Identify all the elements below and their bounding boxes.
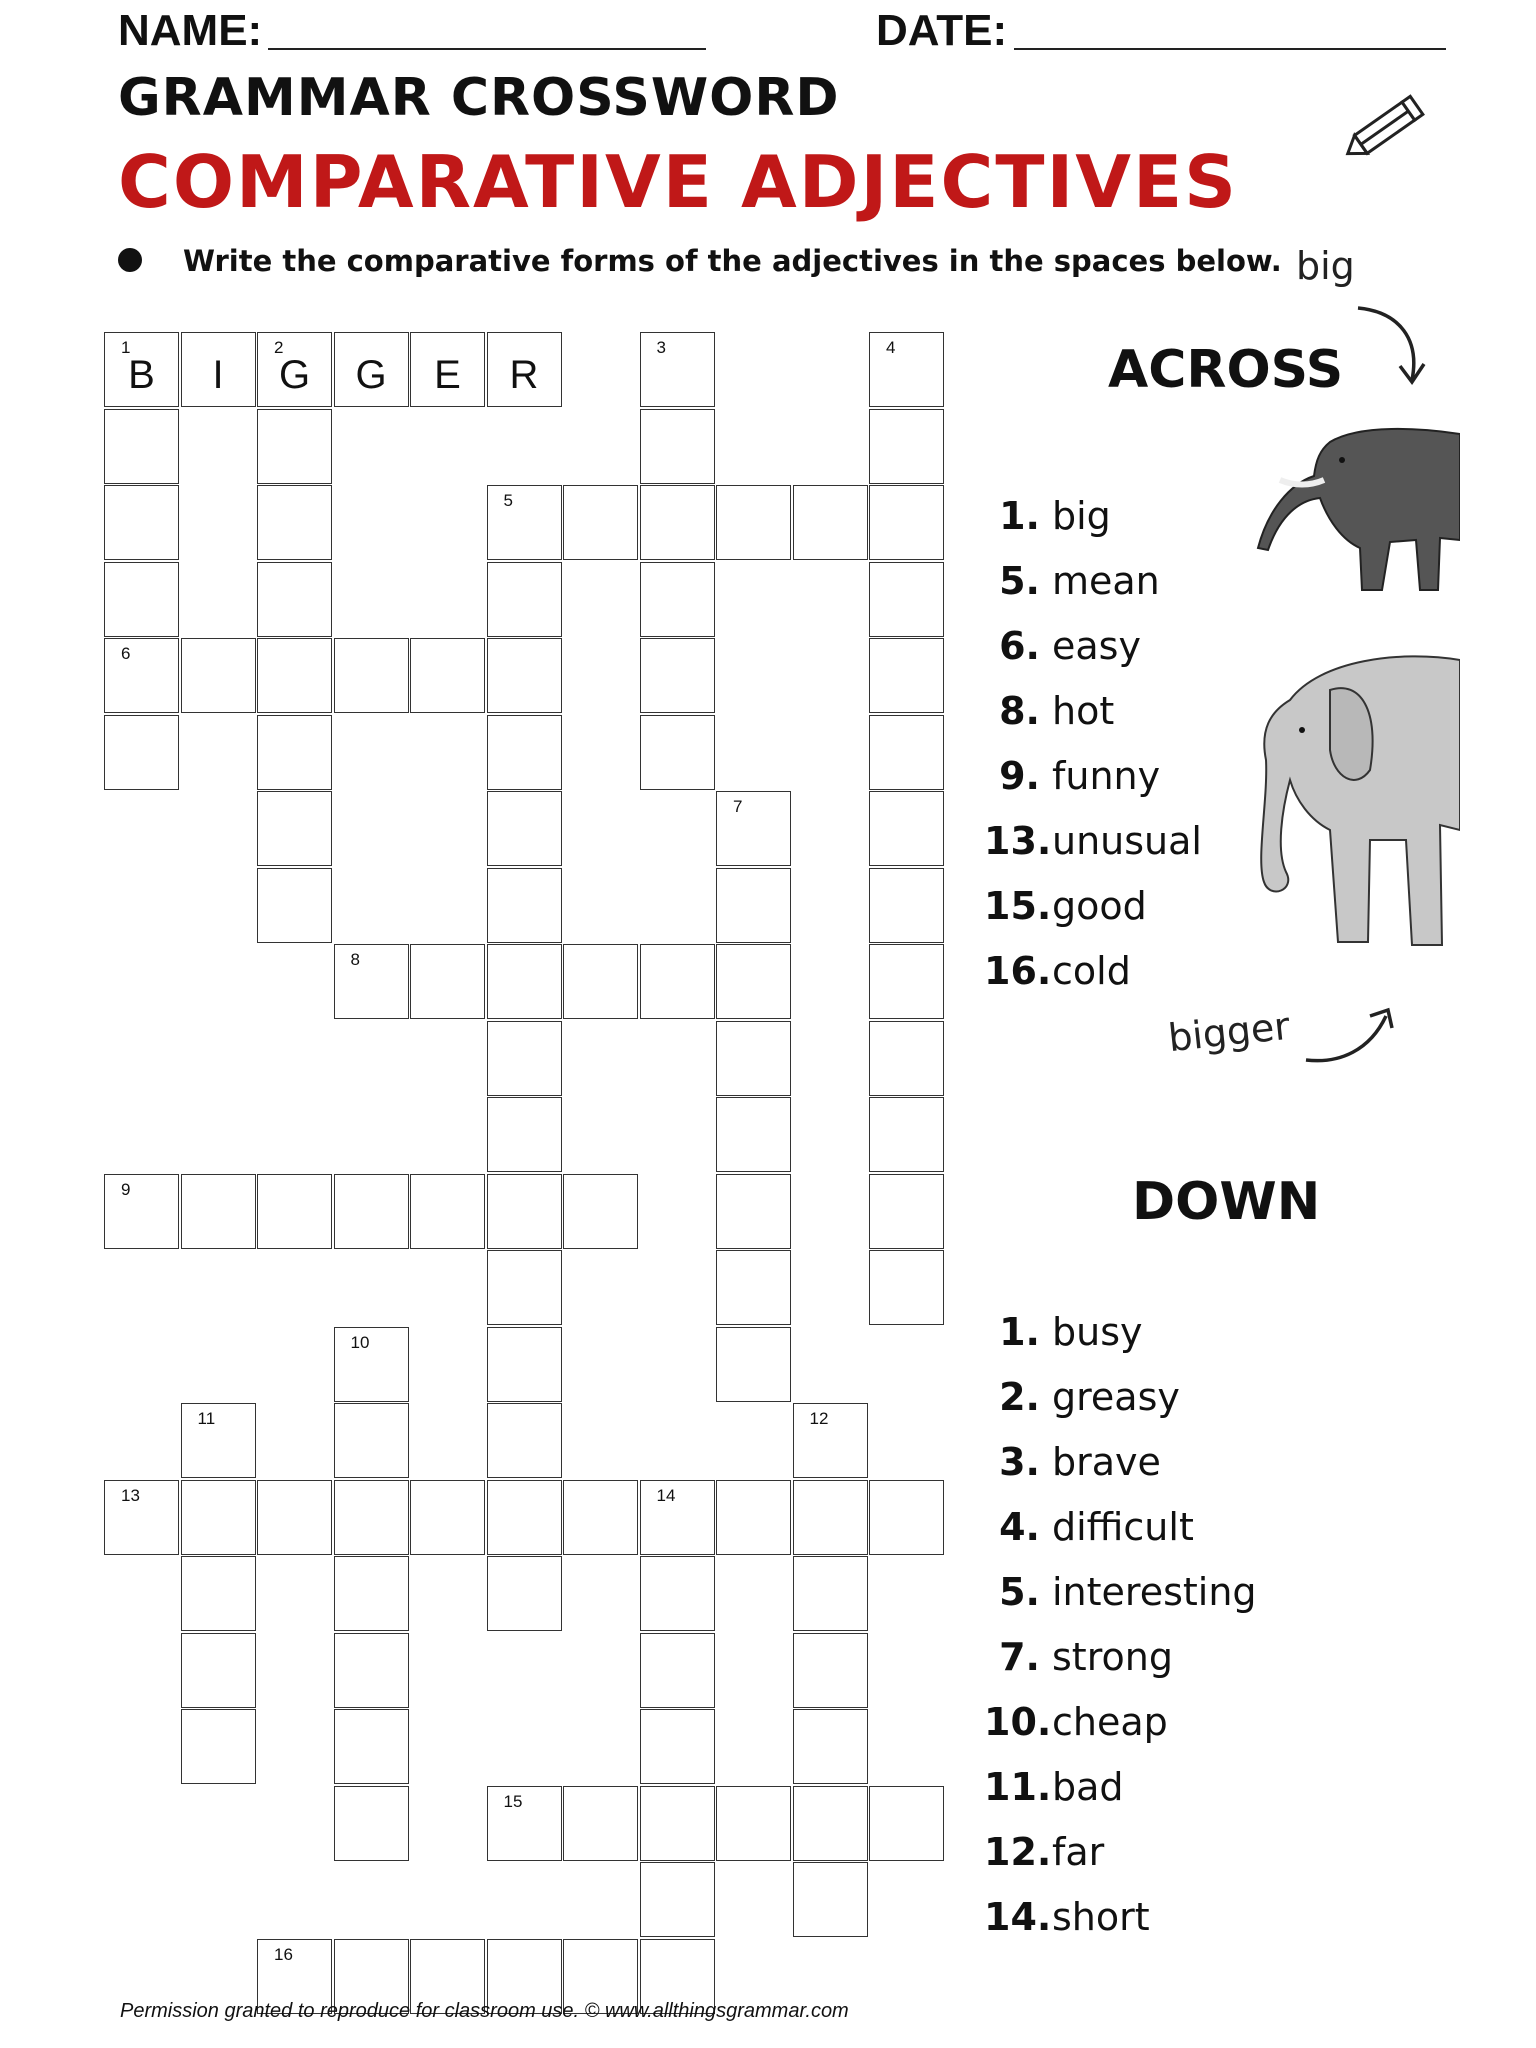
crossword-cell[interactable] [716, 485, 791, 560]
crossword-cell[interactable] [869, 791, 944, 866]
crossword-cell[interactable] [487, 1097, 562, 1172]
clue-word: cheap [1052, 1700, 1168, 1744]
crossword-cell[interactable] [793, 1480, 868, 1555]
clue-number: 12. [984, 1830, 1052, 1874]
crossword-cell[interactable] [869, 944, 944, 1019]
curved-arrow-up-icon [1300, 1000, 1400, 1070]
crossword-cell[interactable] [640, 409, 715, 484]
clue-number: 13. [984, 819, 1052, 863]
across-heading: ACROSS [1108, 340, 1344, 400]
crossword-cell[interactable] [410, 1480, 485, 1555]
crossword-cell[interactable] [487, 485, 562, 560]
crossword-cell[interactable] [181, 1556, 256, 1631]
small-elephant-icon [1250, 420, 1460, 600]
crossword-cell[interactable] [716, 944, 791, 1019]
clue-word: brave [1052, 1440, 1161, 1484]
clue-number: 2 [274, 338, 284, 357]
clue-number: 15 [503, 1791, 523, 1811]
crossword-cell[interactable] [716, 868, 791, 943]
crossword-cell[interactable] [334, 638, 409, 713]
crossword-cell[interactable] [640, 1862, 715, 1937]
clue-number: 4. [999, 1505, 1040, 1549]
crossword-cell[interactable] [716, 1250, 791, 1325]
crossword-cell[interactable] [487, 1786, 562, 1861]
clue-number: 1 [121, 338, 131, 357]
across-clue [984, 884, 1147, 928]
crossword-cell[interactable] [640, 1709, 715, 1784]
crossword-cell[interactable] [181, 638, 256, 713]
clue-number: 16. [984, 949, 1052, 993]
crossword-cell[interactable] [257, 562, 332, 637]
crossword-cell[interactable] [257, 715, 332, 790]
clue-number: 5 [503, 491, 513, 510]
clue-number: 4 [886, 338, 896, 357]
filled-letter: G [355, 353, 387, 397]
crossword-cell[interactable] [716, 1786, 791, 1861]
crossword-cell[interactable] [869, 868, 944, 943]
crossword-cell[interactable] [640, 1786, 715, 1861]
crossword-cell[interactable] [793, 1786, 868, 1861]
crossword-cell[interactable] [563, 944, 638, 1019]
clue-number: 10 [350, 1332, 370, 1352]
crossword-cell[interactable] [563, 1480, 638, 1555]
crossword-cell[interactable] [257, 868, 332, 943]
crossword-cell[interactable] [869, 409, 944, 484]
clue-number: 6 [121, 644, 131, 663]
clue-number: 1. [999, 1310, 1040, 1354]
crossword-cell[interactable] [334, 944, 409, 1019]
crossword-cell[interactable] [257, 409, 332, 484]
crossword-cell[interactable] [487, 1327, 562, 1402]
down-clue [984, 1635, 1173, 1679]
page-subtitle: COMPARATIVE ADJECTIVES [118, 140, 1238, 224]
crossword-cell[interactable] [104, 409, 179, 484]
clue-number: 13 [121, 1485, 140, 1505]
down-clue [984, 1440, 1161, 1484]
clue-word: strong [1052, 1635, 1173, 1679]
crossword-cell[interactable] [334, 1480, 409, 1555]
across-clue [984, 949, 1131, 993]
crossword-cell[interactable] [563, 1174, 638, 1249]
crossword-cell[interactable] [793, 485, 868, 560]
clue-word: mean [1052, 559, 1160, 603]
instruction-text: Write the comparative forms of the adjectives in the spaces below. [183, 244, 1282, 278]
crossword-cell[interactable] [487, 1250, 562, 1325]
down-clue [984, 1310, 1143, 1354]
clue-number: 11 [197, 1409, 216, 1428]
crossword-cell[interactable] [487, 868, 562, 943]
crossword-cell[interactable] [869, 1097, 944, 1172]
clue-number: 14. [984, 1895, 1052, 1939]
clue-number: 11. [984, 1765, 1052, 1809]
crossword-cell[interactable] [334, 1633, 409, 1708]
across-clue [984, 494, 1111, 538]
crossword-cell[interactable] [716, 1097, 791, 1172]
filled-letter: R [509, 353, 539, 397]
crossword-cell[interactable] [869, 1021, 944, 1096]
across-clue [984, 754, 1160, 798]
crossword-cell[interactable] [487, 1174, 562, 1249]
clue-number: 7. [999, 1635, 1040, 1679]
down-clue [984, 1700, 1168, 1744]
crossword-cell[interactable] [334, 1786, 409, 1861]
crossword-cell[interactable] [640, 715, 715, 790]
crossword-cell[interactable] [257, 1174, 332, 1249]
filled-letter: B [128, 353, 155, 397]
crossword-cell[interactable] [487, 1021, 562, 1096]
crossword-cell[interactable] [487, 944, 562, 1019]
crossword-cell[interactable] [869, 1786, 944, 1861]
label-big: big [1296, 244, 1355, 288]
clue-number: 7 [733, 797, 743, 816]
crossword-cell[interactable] [716, 1021, 791, 1096]
clue-word: funny [1052, 754, 1161, 798]
crossword-cell[interactable] [257, 791, 332, 866]
clue-word: unusual [1052, 819, 1202, 863]
across-clue [984, 624, 1141, 668]
crossword-cell[interactable] [104, 1480, 179, 1555]
crossword-cell[interactable] [487, 562, 562, 637]
crossword-cell[interactable] [869, 485, 944, 560]
crossword-cell[interactable] [334, 332, 409, 407]
name-label: NAME: [118, 6, 263, 55]
clue-number: 5. [999, 559, 1040, 603]
across-clue [984, 559, 1160, 603]
crossword-cell[interactable] [716, 1480, 791, 1555]
crossword-cell[interactable] [793, 1403, 868, 1478]
date-label: DATE: [876, 6, 1008, 55]
crossword-cell[interactable] [104, 332, 179, 407]
down-clue [984, 1505, 1194, 1549]
crossword-cell[interactable] [410, 944, 485, 1019]
filled-letter: E [434, 353, 461, 397]
footer-permission: Permission granted to reproduce for classroom use. © www.allthingsgrammar.com [120, 2000, 849, 2022]
clue-number: 15. [984, 884, 1052, 928]
large-elephant-icon [1230, 650, 1460, 960]
crossword-cell[interactable] [716, 1327, 791, 1402]
clue-word: easy [1052, 624, 1141, 668]
clue-number: 9. [999, 754, 1040, 798]
down-clue [984, 1895, 1150, 1939]
down-heading: DOWN [1132, 1172, 1321, 1232]
crossword-cell[interactable] [334, 1556, 409, 1631]
crossword-cell[interactable] [487, 1556, 562, 1631]
down-clue [984, 1375, 1180, 1419]
across-clue [984, 689, 1114, 733]
crossword-cell[interactable] [410, 1174, 485, 1249]
crossword-cell[interactable] [104, 715, 179, 790]
crossword-cell[interactable] [181, 1709, 256, 1784]
crossword-cell[interactable] [181, 1403, 256, 1478]
down-clue [984, 1570, 1257, 1614]
crossword-cell[interactable] [487, 638, 562, 713]
clue-number: 12 [809, 1409, 829, 1428]
clue-word: far [1052, 1830, 1105, 1874]
clue-word: busy [1052, 1310, 1143, 1354]
crossword-cell[interactable] [563, 485, 638, 560]
crossword-cell[interactable] [334, 1709, 409, 1784]
crossword-cell[interactable] [640, 485, 715, 560]
clue-number: 14 [656, 1485, 676, 1505]
curved-arrow-icon [1350, 300, 1430, 390]
clue-number: 16 [274, 1944, 293, 1964]
crossword-cell[interactable] [793, 1862, 868, 1937]
crossword-cell[interactable] [257, 1480, 332, 1555]
clue-word: cold [1052, 949, 1131, 993]
crossword-cell[interactable] [181, 1174, 256, 1249]
clue-number: 1. [999, 494, 1040, 538]
crossword-cell[interactable] [716, 1174, 791, 1249]
crossword-cell[interactable] [257, 332, 332, 407]
crossword-cell[interactable] [104, 485, 179, 560]
page-title: GRAMMAR CROSSWORD [118, 68, 840, 128]
crossword-cell[interactable] [869, 562, 944, 637]
clue-word: bad [1052, 1765, 1124, 1809]
crossword-cell[interactable] [640, 944, 715, 1019]
across-clue [984, 819, 1202, 863]
crossword-cell[interactable] [487, 791, 562, 866]
crossword-cell[interactable] [869, 1480, 944, 1555]
clue-number: 5. [999, 1570, 1040, 1614]
clue-word: hot [1052, 689, 1115, 733]
crossword-cell[interactable] [640, 1633, 715, 1708]
clue-word: difficult [1052, 1505, 1194, 1549]
crossword-cell[interactable] [487, 715, 562, 790]
crossword-cell[interactable] [487, 1480, 562, 1555]
crossword-cell[interactable] [869, 638, 944, 713]
crossword-cell[interactable] [640, 638, 715, 713]
crossword-cell[interactable] [181, 1633, 256, 1708]
crossword-cell[interactable] [334, 1403, 409, 1478]
crossword-cell[interactable] [257, 638, 332, 713]
clue-word: short [1052, 1895, 1150, 1939]
clue-number: 8. [999, 689, 1040, 733]
crossword-cell[interactable] [104, 1174, 179, 1249]
crossword-cell[interactable] [181, 332, 256, 407]
clue-number: 8 [350, 950, 360, 969]
crossword-cell[interactable] [640, 562, 715, 637]
crossword-cell[interactable] [410, 332, 485, 407]
crossword-cell[interactable] [869, 1250, 944, 1325]
down-clue [984, 1765, 1124, 1809]
crossword-cell[interactable] [181, 1480, 256, 1555]
clue-number: 10. [984, 1700, 1052, 1744]
crossword-cell[interactable] [716, 791, 791, 866]
crossword-cell[interactable] [869, 1174, 944, 1249]
crossword-cell[interactable] [640, 1480, 715, 1555]
crossword-cell[interactable] [334, 1327, 409, 1402]
crossword-cell[interactable] [869, 332, 944, 407]
clue-number: 3. [999, 1440, 1040, 1484]
crossword-cell[interactable] [410, 638, 485, 713]
clue-word: interesting [1052, 1570, 1257, 1614]
clue-number: 2. [999, 1375, 1040, 1419]
label-bigger: bigger [1166, 1003, 1292, 1061]
crossword-cell[interactable] [334, 1174, 409, 1249]
crossword-cell[interactable] [487, 1403, 562, 1478]
crossword-cell[interactable] [104, 562, 179, 637]
crossword-cell[interactable] [487, 332, 562, 407]
crossword-cell[interactable] [793, 1633, 868, 1708]
clue-number: 3 [656, 338, 666, 357]
clue-number: 9 [121, 1179, 131, 1199]
crossword-cell[interactable] [869, 715, 944, 790]
clue-word: greasy [1052, 1375, 1180, 1419]
crossword-cell[interactable] [640, 1556, 715, 1631]
filled-letter: I [212, 353, 224, 397]
clue-word: big [1052, 494, 1111, 538]
crossword-cell[interactable] [257, 485, 332, 560]
crossword-cell[interactable] [563, 1786, 638, 1861]
crossword-cell[interactable] [793, 1556, 868, 1631]
crossword-cell[interactable] [640, 332, 715, 407]
filled-letter: G [278, 353, 311, 397]
crossword-cell[interactable] [104, 638, 179, 713]
clue-number: 6. [999, 624, 1040, 668]
down-clue [984, 1830, 1104, 1874]
clue-word: good [1052, 884, 1147, 928]
crossword-cell[interactable] [793, 1709, 868, 1784]
